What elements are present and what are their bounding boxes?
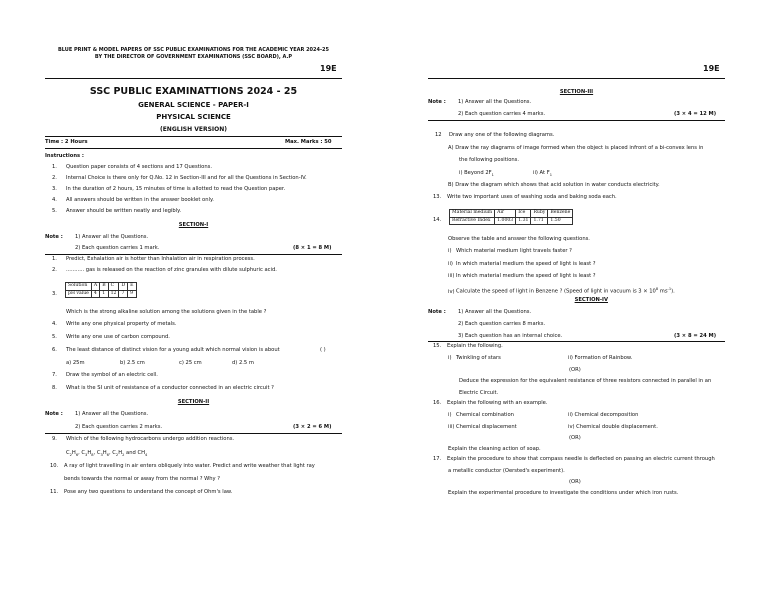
question-13: 13. Write two important uses of washing soda and baking soda each.	[433, 194, 617, 200]
q6-option-d: d) 2.5 m	[232, 360, 254, 366]
question-7: 7. Draw the symbol of an electric cell.	[52, 372, 158, 378]
section-1-title: SECTION-I	[178, 222, 209, 228]
question-16: 16. Explain the following with an example.	[433, 400, 548, 406]
note-item: 1) Answer all the Questions.	[458, 309, 532, 315]
note-label: Note :	[45, 411, 63, 417]
q6-option-c: c) 25 cm	[179, 360, 202, 366]
note-label: Note :	[428, 99, 446, 105]
instruction-item: 2. Internal Choice is there only for Q.No. 12 in Section-III and for all the Questions in Section-IV.	[52, 175, 307, 181]
divider	[428, 341, 725, 342]
note-item: 1) Answer all the Questions.	[458, 99, 532, 105]
section-marks: (8 × 1 = 8 M)	[293, 245, 332, 251]
instruction-item: 3. In the duration of 2 hours, 15 minutes of time is allotted to read the Question paper.	[52, 186, 286, 192]
q16-part-iv: iv) Chemical double displacement.	[568, 424, 658, 430]
max-marks: Max. Marks : 50	[285, 139, 332, 145]
section-2-title: SECTION-II	[177, 399, 210, 405]
question-3: Which is the strong alkaline solution among the solutions given in the table ?	[66, 309, 267, 315]
question-1: 1. Predict, Exhalation air is hotter than Inhalation air in respiration process.	[52, 256, 255, 262]
time: Time : 2 Hours	[45, 139, 88, 145]
or-label: (OR)	[569, 479, 581, 485]
subject-title: GENERAL SCIENCE - PAPER-I	[138, 101, 249, 109]
answer-bracket: ( )	[320, 347, 326, 353]
divider	[45, 148, 342, 149]
refractive-index-table: Material medium Air Ice Ruby Benzene Refractive Index 1.0003 1.31 1.71 1.50	[449, 209, 573, 225]
question-8: 8. What is the SI unit of resistance of a conductor connected in an electric circuit ?	[52, 385, 274, 391]
q16-part-i: i) Chemical combination	[448, 412, 514, 418]
q12-position-ii: ii) At $F_1$	[533, 170, 552, 178]
question-17: 17. Explain the procedure to show that compass needle is deflected on passing an electric current through	[433, 456, 715, 462]
q17-alternative: Explain the experimental procedure to investigate the conditions under which iron rusts.	[448, 490, 679, 496]
question-14: Observe the table and answer the following questions.	[448, 236, 590, 242]
section-marks: (3 × 4 = 12 M)	[674, 111, 717, 117]
divider	[45, 254, 342, 255]
note-item: 1) Answer all the Questions.	[75, 411, 149, 417]
part-title: PHYSICAL SCIENCE	[156, 113, 231, 121]
question-15: 15. Explain the following.	[433, 343, 503, 349]
header-line-1: BLUE PRINT & MODEL PAPERS OF SSC PUBLIC EXAMINATIONS FOR THE ACADEMIC YEAR 2024-25	[57, 47, 330, 53]
divider	[428, 120, 725, 121]
instruction-item: 5. Answer should be written neatly and legibly.	[52, 208, 182, 214]
q14-part-i: i) Which material medium light travels faster ?	[448, 248, 572, 254]
note-item: 1) Answer all the Questions.	[75, 234, 149, 240]
q14-part-iv: iv)Calculate the speed of light in Benzene ? (Speed of light in vacuum is $3 \times 10^8$ $ms^{-1}$).	[448, 287, 675, 295]
exam-title: SSC PUBLIC EXAMINATTIONS 2024 - 25	[89, 86, 298, 97]
divider	[428, 78, 725, 79]
note-item: 2) Each question carries 4 marks.	[458, 111, 546, 117]
version: (ENGLISH VERSION)	[159, 126, 228, 133]
question-17-cont: a metallic conductor (Oersted's experiment).	[448, 468, 565, 474]
instruction-item: 4. All answers should be written in the answer booklet only.	[52, 197, 214, 203]
ph-table: Solution A B C D E pH value 4 1 12 7 9	[65, 282, 137, 298]
question-11: 11. Pose any two questions to understand the concept of Ohm's law.	[50, 489, 233, 495]
divider	[45, 136, 342, 137]
question-3-number: 3.	[52, 291, 57, 297]
q16-alternative: Explain the cleaning action of soap.	[448, 446, 541, 452]
note-item: 2) Each question carries 2 marks.	[75, 424, 163, 430]
question-10: 10. A ray of light travelling in air enters obliquely into water. Predict and write weather that light ray	[50, 463, 315, 469]
header-line-2: BY THE DIRECTOR OF GOVERNMENT EXAMINATIONS (SSC BOARD), A.P	[94, 54, 293, 60]
q15-alternative: Deduce the expression for the equivalent resistance of three resistors connected in parallel in an	[459, 378, 712, 384]
question-9: 9. Which of the following hydrocarbons undergo addition reactions.	[52, 436, 235, 442]
section-3-title: SECTION-III	[559, 89, 594, 95]
q16-part-iii: iii) Chemical displacement	[448, 424, 517, 430]
q14-part-ii: ii) In which material medium the speed of light is least ?	[448, 261, 596, 267]
note-label: Note :	[428, 309, 446, 315]
q12-option-a: A) Draw the ray diagrams of image formed when the object is placed infront of a bi-convex lens in	[448, 145, 704, 151]
question-5: 5. Write any one use of carbon compound.	[52, 334, 170, 340]
paper-code-left: 19E	[320, 64, 337, 73]
q6-option-b: b) 2.5 cm	[120, 360, 145, 366]
q14-part-iii: iii) In which material medium the speed of light is least ?	[448, 273, 596, 279]
note-item: 3) Each question has an internal choice.	[458, 333, 563, 339]
note-item: 2) Each question carries 8 marks.	[458, 321, 546, 327]
q15-alternative-cont: Electric Circuit.	[459, 390, 499, 396]
section-marks: (3 × 8 = 24 M)	[674, 333, 717, 339]
q15-part-ii: ii) Formation of Rainbow.	[568, 355, 633, 361]
instruction-item: 1. Question paper consists of 4 sections and 17 Questions.	[52, 164, 212, 170]
q12-option-b: B) Draw the diagram which shows that acid solution in water conducts electricity.	[448, 182, 660, 188]
question-4: 4. Write any one physical property of metals.	[52, 321, 177, 327]
q16-part-ii: ii) Chemical decomposition	[568, 412, 639, 418]
instructions-heading: Instructions :	[45, 153, 84, 159]
section-marks: (3 × 2 = 6 M)	[293, 424, 332, 430]
question-6: 6. The least distance of distinct vision for a young adult which normal vision is about	[52, 347, 280, 353]
or-label: (OR)	[569, 367, 581, 373]
q15-part-i: i) Twinkling of stars	[448, 355, 501, 361]
divider	[45, 78, 342, 79]
question-12: 12 Draw any one of the following diagrams.	[435, 132, 555, 138]
question-10-cont: bends towards the normal or away from the normal ? Why ?	[64, 476, 220, 482]
hydrocarbon-formulas: $C_2H_6$, $C_3H_8$, $C_3H_6$, $C_2H_2$ and $CH_4$	[66, 450, 148, 458]
q12-option-a-cont: the following positions.	[459, 157, 520, 163]
note-label: Note :	[45, 234, 63, 240]
section-4-title: SECTION-IV	[574, 297, 608, 303]
paper-code-right: 19E	[703, 64, 720, 73]
q12-position-i: i) Beyond $2F_1$	[459, 170, 494, 178]
note-item: 2) Each question carries 1 mark.	[75, 245, 160, 251]
divider	[45, 433, 342, 434]
q6-option-a: a) 25m	[66, 360, 85, 366]
or-label: (OR)	[569, 435, 581, 441]
question-14-number: 14.	[433, 217, 442, 223]
question-2: 2. ........... gas is released on the reaction of zinc granules with dilute sulphuric acid.	[52, 267, 277, 273]
